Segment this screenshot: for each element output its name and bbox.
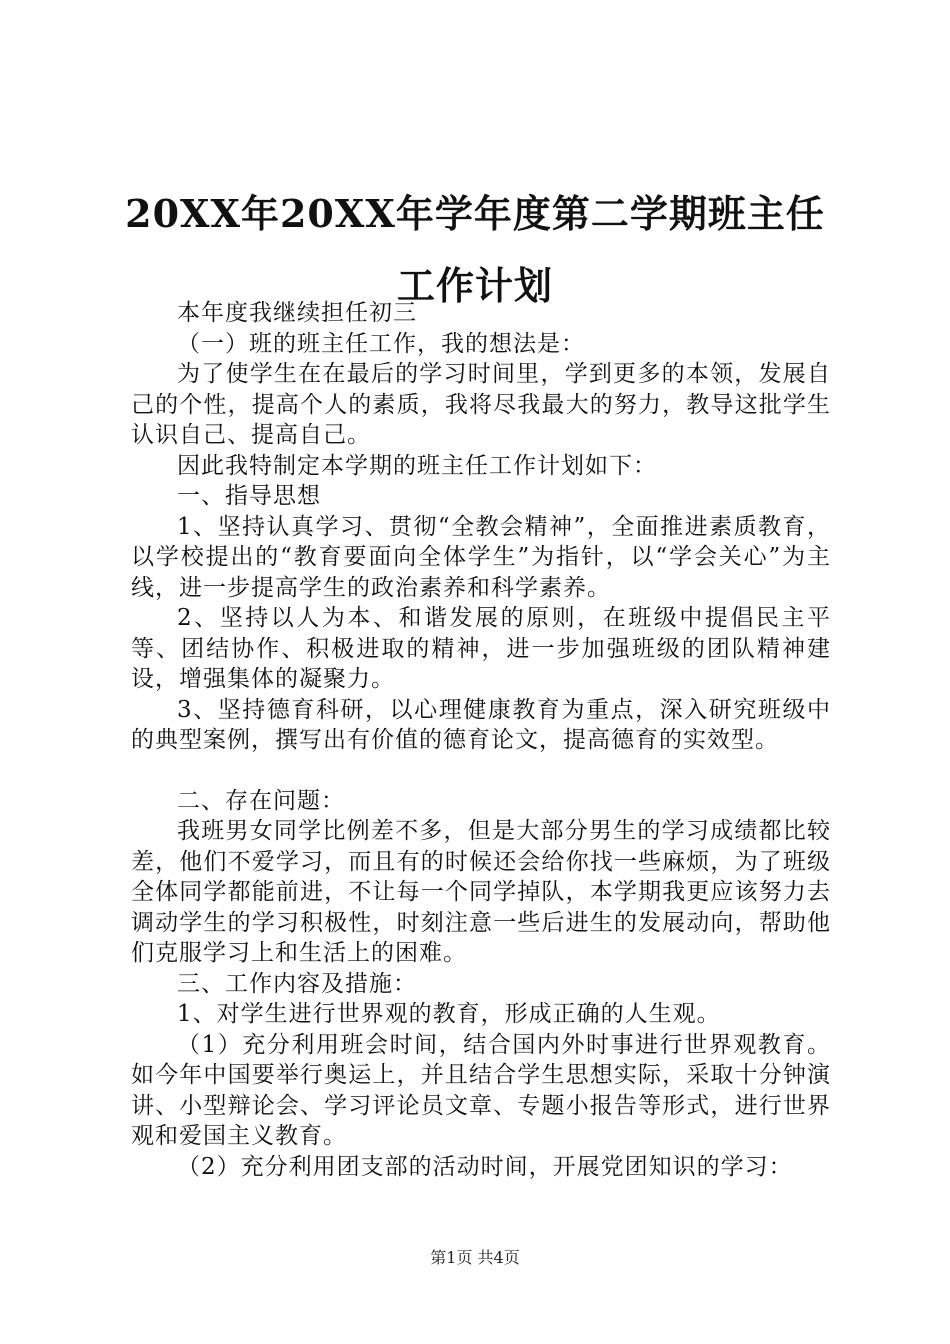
paragraph: 1、对学生进行世界观的教育，形成正确的人生观。 (177, 1001, 721, 1027)
paragraph: （2）充分利用团支部的活动时间，开展党团知识的学习： (177, 1153, 793, 1180)
paragraph: 3、坚持德育科研，以心理健康教育为重点，深入研究班级中的典型案例，撰写出有价值的德育论文，提高德育的实效型。 (131, 696, 831, 753)
paragraph: 为了使学生在在最后的学习时间里，学到更多的本领，发展自己的个性，提高个人的素质，我将尽我最大的努力，教导这批学生认识自己、提高自己。 (131, 361, 831, 448)
paragraph: 1、坚持认真学习、贯彻“全教会精神”，全面推进素质教育，以学校提出的“教育要面向全体学生”为指针，以“学会关心”为主线，进一步提高学生的政治素养和科学素养。 (131, 513, 831, 601)
paragraph: 我班男女同学比例差不多，但是大部分男生的学习成绩都比较差，他们不爱学习，而且有的时候还会给你找一些麻烦，为了班级全体同学都能前进，不让每一个同学掉队，本学期我更应该努力去调动学生的学习积极性，时刻注意一些后进生的发展动向，帮助他们克服学习上和生活上的困难。 (131, 818, 831, 966)
document-body (131, 298, 831, 1182)
section-heading: 三、工作内容及措施： (177, 970, 417, 997)
paragraph: 本年度我继续担任初三 (177, 300, 417, 326)
paragraph: （一）班的班主任工作，我的想法是： (177, 330, 585, 357)
document-title: 20XX年20XX年学年度第二学期班主任工作计划 (125, 191, 825, 308)
section-heading: 二、存在问题： (177, 787, 345, 814)
section-heading: 一、指导思想 (177, 483, 321, 509)
page-footer: 第1页 共4页 (430, 1248, 520, 1267)
paragraph: 因此我特制定本学期的班主任工作计划如下： (177, 452, 657, 479)
paragraph: （1）充分利用班会时间，结合国内外时事进行世界观教育。如今年中国要举行奥运上，并且结合学生思想实际，采取十分钟演讲、小型辩论会、学习评论员文章、专题小报告等形式，进行世界观和爱国主义教育。 (131, 1031, 831, 1149)
paragraph: 2、坚持以人为本、和谐发展的原则，在班级中提倡民主平等、团结协作、积极进取的精神，进一步加强班级的团队精神建设，增强集体的凝聚力。 (131, 605, 831, 692)
